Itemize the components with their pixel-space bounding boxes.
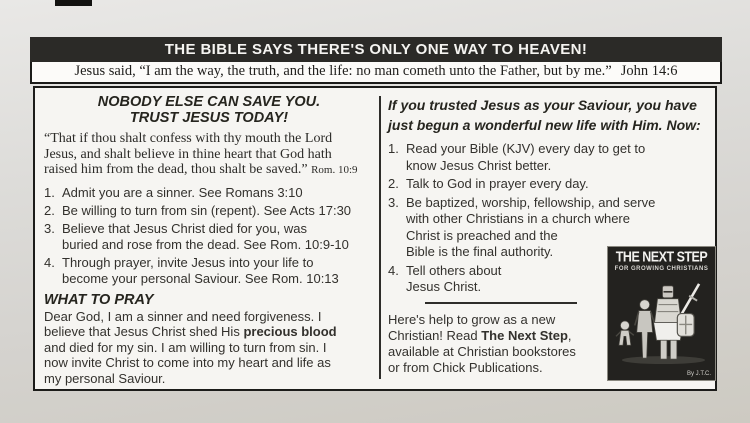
step-text bbox=[62, 221, 349, 253]
step-text bbox=[62, 185, 303, 201]
left-heading bbox=[44, 94, 374, 126]
step-line: Believe that Jesus Christ died for you, was bbox=[62, 220, 307, 236]
step-number: 2. bbox=[388, 176, 399, 191]
step-item bbox=[388, 141, 710, 174]
prayer-paragraph bbox=[44, 309, 374, 387]
prayer-line: my personal Saviour. bbox=[44, 370, 166, 386]
prayer-line bbox=[44, 324, 374, 340]
step-item bbox=[44, 203, 374, 219]
step-item bbox=[44, 255, 374, 287]
right-intro bbox=[388, 95, 710, 135]
verse-reference: John 14:6 bbox=[620, 63, 678, 79]
step-item bbox=[44, 221, 374, 253]
step-number: 2. bbox=[44, 202, 55, 218]
scripture-quote bbox=[44, 131, 374, 179]
left-heading-line: TRUST JESUS TODAY! bbox=[129, 110, 289, 126]
step-line: Read your Bible (KJV) every day to get to bbox=[406, 141, 646, 156]
book-cover-illustration bbox=[612, 274, 711, 366]
step-item bbox=[388, 176, 710, 193]
column-divider bbox=[379, 96, 381, 379]
quote-line: Jesus, and shalt believe in thine heart that God hath bbox=[44, 146, 332, 162]
step-text bbox=[406, 263, 501, 296]
step-line: Bible is the final authority. bbox=[406, 244, 554, 259]
quote-line: “That if thou shalt confess with thy mouth the Lord bbox=[44, 131, 333, 146]
step-number: 3. bbox=[388, 194, 399, 210]
main-content-box bbox=[33, 86, 717, 391]
right-intro-line: If you trusted Jesus as your Saviour, you have bbox=[388, 97, 697, 113]
help-line bbox=[388, 328, 628, 344]
step-number: 4. bbox=[388, 262, 399, 278]
header-title: THE BIBLE SAYS THERE'S ONLY ONE WAY TO HEAVEN! bbox=[164, 41, 588, 58]
quote-line-text: raised him from the dead, thou shalt be saved.” bbox=[44, 162, 308, 177]
step-line: Tell others about bbox=[406, 262, 502, 278]
step-line: Be willing to turn from sin (repent). See Acts 17:30 bbox=[62, 202, 352, 218]
help-line: or from Chick Publications. bbox=[388, 359, 543, 375]
prayer-line-text: believe that Jesus Christ shed His bbox=[44, 324, 240, 339]
salvation-steps-list bbox=[44, 185, 374, 287]
prayer-line: and died for my sin. I am willing to turn from sin. I bbox=[44, 339, 327, 355]
step-line: Talk to God in prayer every day. bbox=[406, 176, 589, 191]
step-line: Jesus Christ. bbox=[406, 279, 482, 294]
step-number: 4. bbox=[44, 254, 55, 270]
book-cover bbox=[608, 247, 715, 380]
verse-strip bbox=[30, 62, 722, 84]
header-banner bbox=[30, 37, 722, 62]
step-text bbox=[406, 141, 645, 174]
help-bold-text: The Next Step bbox=[481, 327, 568, 343]
scripture-reference: Rom. 10:9 bbox=[311, 164, 358, 176]
step-number: 1. bbox=[44, 184, 55, 200]
step-text bbox=[406, 176, 589, 193]
step-line: Christ is preached and the bbox=[406, 227, 558, 243]
step-line: become your personal Saviour. See Rom. 10:13 bbox=[62, 270, 339, 286]
right-intro-line: just begun a wonderful new life with Him. Now: bbox=[388, 117, 701, 133]
step-item bbox=[44, 185, 374, 201]
step-line: with other Christians in a church where bbox=[406, 211, 630, 226]
help-line: Here's help to grow as a new bbox=[388, 311, 556, 327]
help-paragraph bbox=[388, 312, 628, 376]
step-line: know Jesus Christ better. bbox=[406, 157, 552, 173]
scan-artifact bbox=[55, 0, 92, 6]
help-line-punct: , bbox=[567, 327, 572, 343]
book-cover-byline: By J.T.C. bbox=[686, 371, 711, 377]
left-column bbox=[44, 94, 374, 386]
step-line: Be baptized, worship, fellowship, and serve bbox=[406, 194, 656, 210]
step-line: buried and rose from the dead. See Rom. 10:9-10 bbox=[62, 236, 349, 252]
step-line: Admit you are a sinner. See Romans 3:10 bbox=[62, 184, 303, 200]
prayer-line: Dear God, I am a sinner and need forgiveness. I bbox=[44, 308, 322, 324]
what-to-pray-heading: WHAT TO PRAY bbox=[44, 291, 154, 308]
prayer-line: now invite Christ to come into my heart and life as bbox=[44, 355, 331, 370]
quote-line bbox=[44, 162, 374, 179]
step-line: Through prayer, invite Jesus into your life to bbox=[62, 254, 314, 270]
section-divider bbox=[425, 302, 577, 304]
book-cover-subtitle: FOR GROWING CHRISTIANS bbox=[614, 266, 709, 272]
book-cover-title: THE NEXT STEP bbox=[615, 248, 708, 265]
help-line-text: Christian! Read bbox=[388, 327, 478, 343]
step-number: 1. bbox=[388, 141, 399, 156]
prayer-bold-text: precious blood bbox=[243, 324, 337, 339]
left-heading-line: NOBODY ELSE CAN SAVE YOU. bbox=[97, 94, 321, 110]
help-line: available at Christian bookstores bbox=[388, 343, 576, 359]
step-number: 3. bbox=[44, 220, 55, 236]
step-text bbox=[62, 203, 351, 219]
banner bbox=[30, 37, 722, 84]
step-text bbox=[62, 255, 339, 287]
verse-text: Jesus said, “I am the way, the truth, and the life: no man cometh unto the Father, but by me.” bbox=[74, 63, 612, 79]
